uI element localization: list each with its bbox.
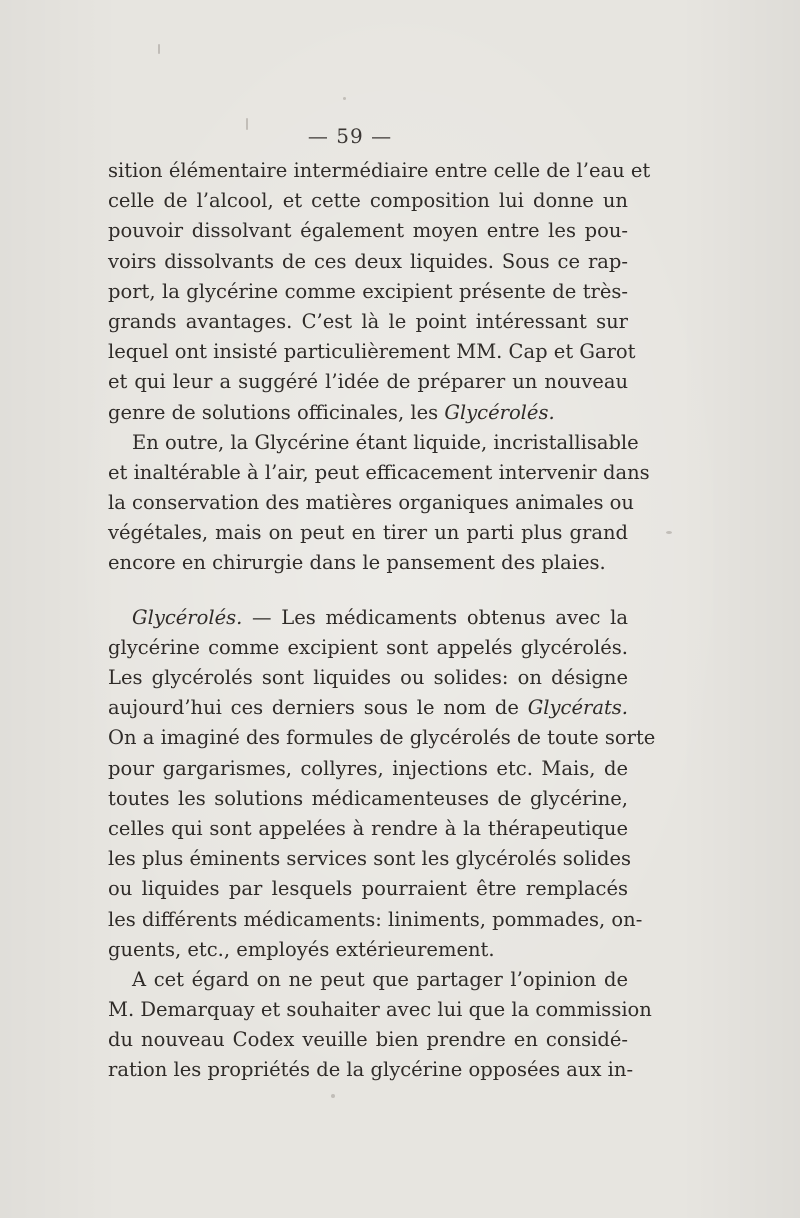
paragraph bbox=[108, 156, 651, 428]
paragraph-gap bbox=[108, 579, 628, 603]
paper-speck bbox=[343, 97, 346, 100]
text-line: glycérine comme excipient sont appelés glycérolés. bbox=[108, 635, 628, 659]
text-line bbox=[108, 693, 628, 723]
paper-speck bbox=[158, 44, 160, 54]
text-line: toutes les solutions médicamenteuses de glycérine, bbox=[108, 786, 628, 810]
text-line: les différents médicaments: liniments, pommades, on- bbox=[108, 907, 643, 931]
paragraph bbox=[108, 965, 652, 1086]
text-line: encore en chirurgie dans le pansement des plaies. bbox=[108, 551, 606, 575]
text-line bbox=[108, 603, 628, 633]
italic-term: Glycérolés. bbox=[444, 400, 555, 424]
page-number: — 59 — bbox=[307, 124, 393, 148]
text-line: celle de l’alcool, et cette composition lui donne un bbox=[108, 189, 628, 213]
italic-term: Glycérolés. bbox=[132, 605, 243, 629]
text-line: sition élémentaire intermédiaire entre celle de l’eau et bbox=[108, 159, 651, 182]
text-line: Les glycérolés sont liquides ou solides: on désigne bbox=[108, 666, 628, 689]
paper-speck bbox=[666, 531, 672, 534]
text-line: ou liquides par lesquels pourraient être remplacés bbox=[108, 877, 628, 901]
text-line: lequel ont insisté particulièrement MM. Cap et Garot bbox=[108, 340, 636, 364]
text-line: du nouveau Codex veuille bien prendre en considé- bbox=[108, 1028, 628, 1052]
text-line: et inaltérable à l’air, peut efficacement intervenir dans bbox=[108, 460, 650, 484]
text-line: ration les propriétés de la glycérine opposées aux in- bbox=[108, 1058, 634, 1082]
text-line: En outre, la Glycérine étant liquide, incristallisable bbox=[132, 430, 639, 454]
text-line: port, la glycérine comme excipient présente de très- bbox=[108, 279, 628, 303]
text-line: guents, etc., employés extérieurement. bbox=[108, 937, 495, 961]
text-line: grands avantages. C’est là le point intéressant sur bbox=[108, 309, 628, 333]
italic-term: Glycérats. bbox=[527, 696, 628, 720]
text-line: voirs dissolvants de ces deux liquides. Sous ce rap- bbox=[108, 249, 628, 273]
text-line: la conservation des matières organiques animales ou bbox=[108, 491, 634, 515]
text-line: pour gargarismes, collyres, injections etc. Mais, de bbox=[108, 756, 628, 780]
text-line: On a imaginé des formules de glycérolés de toute sorte bbox=[108, 726, 656, 750]
paragraph bbox=[108, 428, 650, 579]
body-text bbox=[108, 156, 656, 1086]
text-run: genre de solutions officinales, les bbox=[108, 400, 445, 424]
text-line: les plus éminents services sont les glycérolés solides bbox=[108, 847, 632, 871]
text-line: celles qui sont appelées à rendre à la thérapeutique bbox=[108, 816, 628, 840]
text-line: pouvoir dissolvant également moyen entre les pou- bbox=[108, 219, 628, 243]
text-run: aujourd’hui ces derniers sous le nom de bbox=[108, 696, 528, 720]
text-line: et qui leur a suggéré l’idée de préparer un nouveau bbox=[108, 370, 628, 394]
text-line bbox=[108, 398, 628, 428]
paragraph bbox=[108, 603, 656, 965]
text-run: — Les médicaments obtenus avec la bbox=[242, 605, 628, 629]
text-line: M. Demarquay et souhaiter avec lui que la commission bbox=[108, 998, 652, 1022]
text-line: A cet égard on ne peut que partager l’opinion de bbox=[132, 967, 628, 991]
paper-speck bbox=[331, 1094, 335, 1098]
text-line: végétales, mais on peut en tirer un parti plus grand bbox=[108, 521, 628, 545]
